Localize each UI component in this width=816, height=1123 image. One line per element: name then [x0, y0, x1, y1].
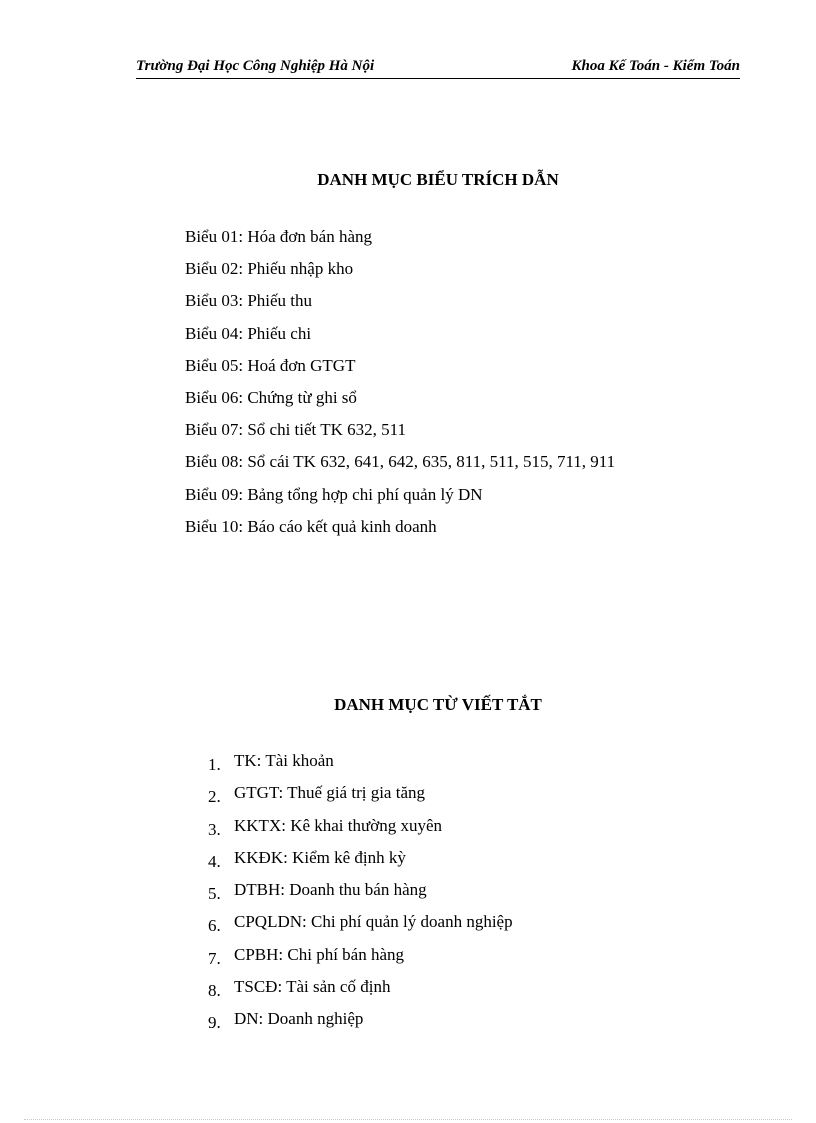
- item-text: CPQLDN: Chi phí quản lý doanh nghiệp: [234, 912, 513, 932]
- header-faculty: Khoa Kế Toán - Kiểm Toán: [571, 58, 740, 74]
- list-item: [208, 816, 513, 848]
- item-number: 1.: [208, 755, 221, 774]
- list-item: Biểu 06: Chứng từ ghi sổ: [185, 387, 357, 407]
- item-text: KKTX: Kê khai thường xuyên: [234, 815, 443, 835]
- list-item: [208, 848, 513, 880]
- list-item: [208, 945, 513, 977]
- list-item: Biểu 02: Phiếu nhập kho: [185, 259, 354, 279]
- item-text: CPBH: Chi phí bán hàng: [234, 944, 405, 964]
- item-number: 6.: [208, 916, 221, 936]
- list-item: [208, 751, 513, 783]
- item-number: 5.: [208, 884, 221, 904]
- footer-divider: [24, 1119, 792, 1120]
- list-item: [208, 880, 513, 912]
- item-number: 3.: [208, 819, 221, 839]
- list-item: Biểu 03: Phiếu thu: [185, 291, 313, 311]
- item-text: DTBH: Doanh thu bán hàng: [234, 880, 427, 900]
- list-item: Biểu 10: Báo cáo kết quả kinh doanh: [185, 516, 437, 536]
- item-number: 9.: [208, 1013, 221, 1033]
- item-number: 7.: [208, 948, 221, 968]
- item-text: TK: Tài khoản: [234, 751, 334, 770]
- list-item: [208, 1009, 513, 1041]
- item-number: 4.: [208, 851, 221, 871]
- section-title-abbreviations: DANH MỤC TỪ VIẾT TẮT: [334, 695, 542, 714]
- item-number: 8.: [208, 981, 221, 1001]
- list-item: [208, 912, 513, 944]
- header-university: Trường Đại Học Công Nghiệp Hà Nội: [136, 58, 375, 74]
- item-text: KKĐK: Kiểm kê định kỳ: [234, 847, 406, 867]
- list-item: Biểu 09: Bảng tổng hợp chi phí quản lý DN: [185, 484, 483, 504]
- item-text: DN: Doanh nghiệp: [234, 1009, 364, 1029]
- list-item: Biểu 05: Hoá đơn GTGT: [185, 355, 356, 375]
- item-number: 2.: [208, 787, 221, 807]
- list-item: [208, 783, 513, 815]
- list-item: Biểu 07: Sổ chi tiết TK 632, 511: [185, 420, 406, 440]
- item-text: GTGT: Thuế giá trị gia tăng: [234, 783, 425, 803]
- list-item: Biểu 08: Sổ cái TK 632, 641, 642, 635, 811, 511, 515, 711, 911: [185, 452, 616, 472]
- page-header: [136, 56, 740, 79]
- item-text: TSCĐ: Tài sản cố định: [234, 977, 391, 997]
- citation-list: [185, 227, 615, 549]
- abbreviation-list: [208, 751, 513, 1042]
- list-item: [208, 977, 513, 1009]
- section-title-citations: DANH MỤC BIỂU TRÍCH DẪN: [317, 170, 559, 189]
- list-item: Biểu 04: Phiếu chi: [185, 323, 312, 343]
- list-item: Biểu 01: Hóa đơn bán hàng: [185, 227, 372, 246]
